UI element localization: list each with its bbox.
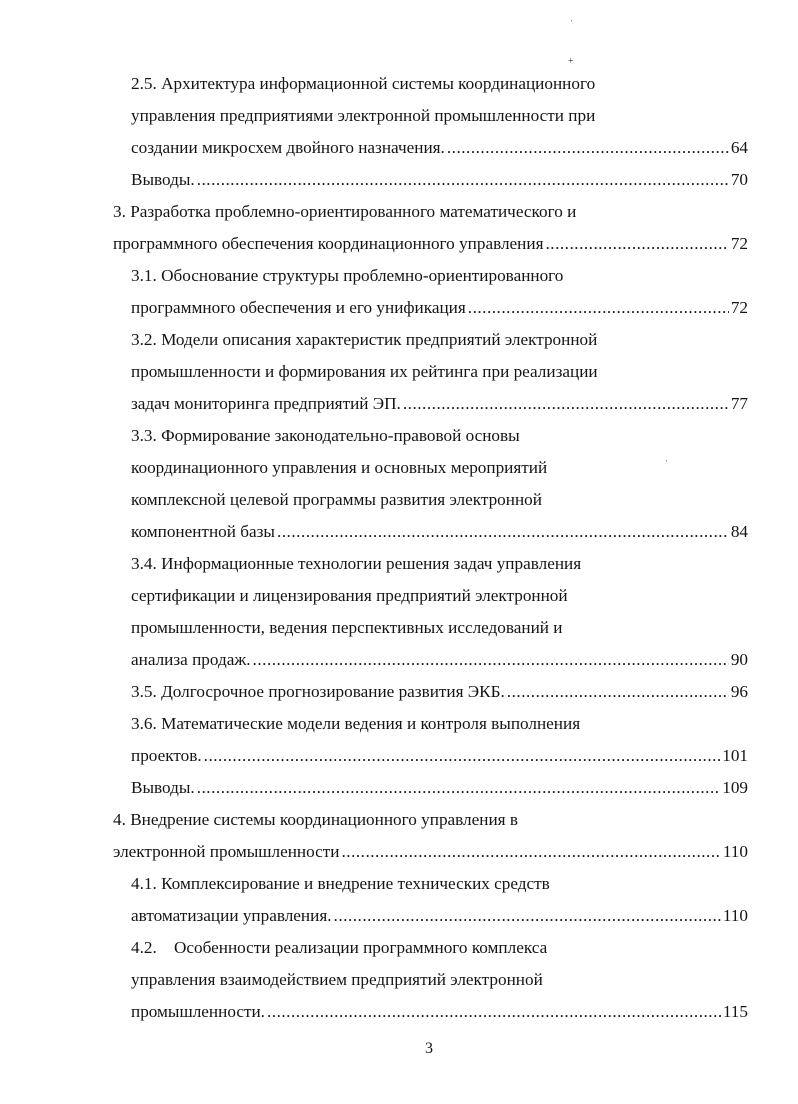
dot-leader bbox=[468, 294, 729, 322]
toc-entry-3-4-line-2: сертификации и лицензирования предприятий электронной bbox=[131, 586, 568, 605]
toc-entry-4-1[interactable] bbox=[131, 902, 748, 930]
toc-entry-title: создании микросхем двойного назначения. bbox=[131, 138, 445, 157]
toc-entry-3-2[interactable] bbox=[131, 390, 748, 418]
toc-entry-3-3[interactable] bbox=[131, 518, 748, 546]
dot-leader bbox=[403, 390, 729, 418]
toc-entry-title: промышленности. bbox=[131, 1002, 265, 1021]
toc-entry-3[interactable] bbox=[113, 230, 748, 258]
toc-entry-3-4-line-1: 3.4. Информационные технологии решения задач управления bbox=[131, 554, 582, 573]
toc-entry-4-2[interactable] bbox=[131, 998, 748, 1026]
toc-page-number: 110 bbox=[722, 842, 748, 861]
dot-leader bbox=[197, 774, 721, 802]
toc-entry-3-2-line-1: 3.2. Модели описания характеристик предприятий электронной bbox=[131, 330, 598, 349]
toc-entry-4-line-1: 4. Внедрение системы координационного управления в bbox=[113, 810, 518, 829]
toc-entry-3-4[interactable] bbox=[131, 646, 748, 674]
dot-leader bbox=[447, 134, 729, 162]
toc-entry-3-2-line-2: промышленности и формирования их рейтинга при реализации bbox=[131, 362, 598, 381]
toc-page-number: 84 bbox=[730, 522, 748, 541]
toc-entry-3-6[interactable] bbox=[131, 742, 748, 770]
toc-entry-4-2-line-1: 4.2. Особенности реализации программного комплекса bbox=[131, 938, 548, 957]
toc-entry-title: проектов. bbox=[131, 746, 202, 765]
toc-entry-3-1-line-1: 3.1. Обоснование структуры проблемно-ориентированного bbox=[131, 266, 564, 285]
toc-entry-2-5-line-2: управления предприятиями электронной промышленности при bbox=[131, 106, 596, 125]
toc-page-number: 72 bbox=[730, 234, 748, 253]
toc-page-number: 70 bbox=[730, 170, 748, 189]
toc-entry-3-3-line-1: 3.3. Формирование законодательно-правовой основы bbox=[131, 426, 520, 445]
toc-entry-2-conclusions[interactable] bbox=[131, 166, 748, 194]
toc-entry-3-line-1: 3. Разработка проблемно-ориентированного математического и bbox=[113, 202, 577, 221]
toc-entry-3-3-line-3: комплексной целевой программы развития электронной bbox=[131, 490, 542, 509]
toc-page-number: 64 bbox=[730, 138, 748, 157]
dot-leader bbox=[507, 678, 729, 706]
toc-entry-title: анализа продаж. bbox=[131, 650, 251, 669]
dot-leader bbox=[253, 646, 729, 674]
toc-entry-3-5[interactable] bbox=[131, 678, 748, 706]
toc-entry-title: автоматизации управления. bbox=[131, 906, 332, 925]
toc-entry-3-conclusions[interactable] bbox=[131, 774, 748, 802]
toc-entry-title: Выводы. bbox=[131, 778, 195, 797]
dot-leader bbox=[267, 998, 721, 1026]
toc-entry-2-5[interactable] bbox=[131, 134, 748, 162]
toc-page-number: 110 bbox=[722, 906, 748, 925]
toc-entry-2-5-line-1: 2.5. Архитектура информационной системы координационного bbox=[131, 74, 596, 93]
scan-speck-mark: ˈ bbox=[665, 459, 669, 470]
page-number: 3 bbox=[425, 1040, 433, 1057]
scan-speck-mark: + bbox=[568, 56, 574, 67]
dot-leader bbox=[197, 166, 729, 194]
toc-page-number: 77 bbox=[730, 394, 748, 413]
toc-page-number: 115 bbox=[722, 1002, 748, 1021]
scan-speck-mark: ˈ bbox=[570, 19, 574, 30]
toc-entry-title: программного обеспечения координационного управления bbox=[113, 234, 544, 253]
dot-leader bbox=[204, 742, 721, 770]
toc-entry-title: электронной промышленности bbox=[113, 842, 340, 861]
toc-entry-title: Выводы. bbox=[131, 170, 195, 189]
dot-leader bbox=[277, 518, 729, 546]
toc-entry-4[interactable] bbox=[113, 838, 748, 866]
dot-leader bbox=[545, 230, 728, 258]
toc-entry-title: 3.5. Долгосрочное прогнозирование развития ЭКБ. bbox=[131, 682, 505, 701]
dot-leader bbox=[341, 838, 720, 866]
toc-entry-title: программного обеспечения и его унификация bbox=[131, 298, 466, 317]
toc-entry-title: задач мониторинга предприятий ЭП. bbox=[131, 394, 401, 413]
toc-page-number: 90 bbox=[730, 650, 748, 669]
toc-entry-title: компонентной базы bbox=[131, 522, 275, 541]
toc-entry-4-2-line-2: управления взаимодействием предприятий электронной bbox=[131, 970, 543, 989]
toc-page-number: 109 bbox=[722, 778, 748, 797]
toc-entry-4-1-line-1: 4.1. Комплексирование и внедрение технических средств bbox=[131, 874, 550, 893]
toc-entry-3-1[interactable] bbox=[131, 294, 748, 322]
dot-leader bbox=[334, 902, 721, 930]
toc-page-number: 96 bbox=[730, 682, 748, 701]
toc-page-number: 72 bbox=[730, 298, 748, 317]
toc-entry-3-4-line-3: промышленности, ведения перспективных исследований и bbox=[131, 618, 563, 637]
toc-entry-3-3-line-2: координационного управления и основных мероприятий bbox=[131, 458, 548, 477]
toc-page-number: 101 bbox=[722, 746, 748, 765]
toc-entry-3-6-line-1: 3.6. Математические модели ведения и контроля выполнения bbox=[131, 714, 581, 733]
